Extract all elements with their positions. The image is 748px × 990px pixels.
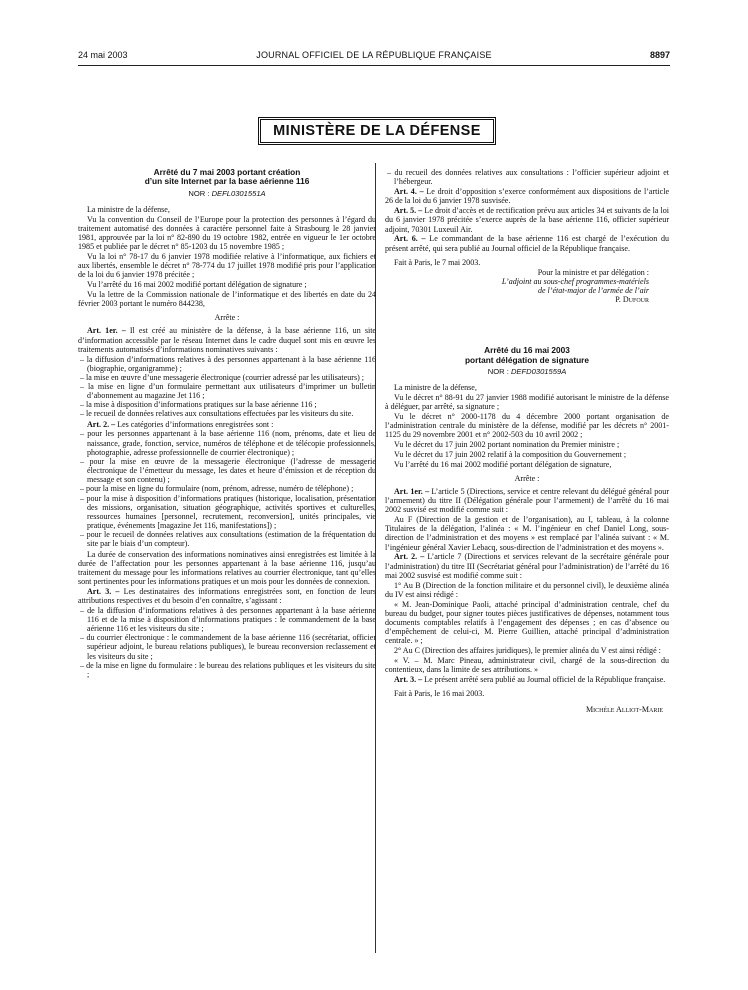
arrete1-art2: Art. 2. – Les catégories d’informations enregistrées sont : <box>87 419 274 429</box>
arrete1-art5: Art. 5. – Le droit d’accès et de rectification prévu aux articles 34 et suivants de la loi du 6 janvier 1978 précitée s’exerce auprès de la base aérienne 116, officier supérieur adjoint, 70301 Luxeuil Air. <box>385 206 670 234</box>
right-column <box>385 168 669 715</box>
arrete1-art3-list-cont <box>385 168 669 186</box>
list-item: – la mise en ligne d’un formulaire permettant aux utilisateurs d’imprimer un bulletin d’abonnement au magazine Jet 116 ; <box>78 382 376 400</box>
arrete2-intro-2: Vu le décret n° 2000-1178 du 4 décembre 2000 portant organisation de l’administration centrale du ministère de la défense, modifié par les décrets n° 2001-1125 du 29 novembre 2001 et n° 2002-503 du 10 avril 2002 ; <box>385 411 669 440</box>
list-item: – la mise à disposition d’informations pratiques sur la base aérienne 116 ; <box>78 400 376 409</box>
arrete1-art4: Art. 4. – Le droit d’opposition s’exerce conformément aux dispositions de l’article 26 de la loi du 6 janvier 1978 susvisée. <box>385 187 670 206</box>
arrete1-art3: Art. 3. – Les destinataires des informations enregistrées sont, en fonction de leurs attributions respectives et du besoin d’en connaître, s’agissant : <box>78 586 377 605</box>
list-item: – pour la mise en ligne du formulaire (nom, prénom, adresse, numéro de téléphone) ; <box>78 484 376 493</box>
list-item: – pour les personnes appartenant à la base aérienne 116 (nom, prénoms, date et lieu de naissance, grade, fonction, service, numéros de téléphone et de télécopie professionnels, photographie, adresse professionnelle de courrier électronique) ; <box>78 429 376 456</box>
list-item: – la diffusion d’informations relatives à des personnes appartenant à la base aérienne 116 (biographie, organigramme) ; <box>78 355 376 373</box>
arrete1-art1: Art. 1er. – Il est créé au ministère de la défense, à la base aérienne 116, un site d’information accessible par le réseau Internet dans le cadre duquel sont mis en œuvre les traitements automatisés d’informations nominatives suivants : <box>78 326 377 354</box>
arrete1-intro-4: Vu la lettre de la Commission nationale de l’informatique et des libertés en date du 24 février 2003 portant le numéro 844238, <box>78 289 376 309</box>
arrete2-art2-p4: 2° Au C (Direction des affaires juridiques), le premier alinéa du V est ainsi rédigé : <box>394 646 661 656</box>
arrete1-intro-3: Vu l’arrêté du 16 mai 2002 modifié portant délégation de signature ; <box>87 280 307 290</box>
arrete2-title: Arrêté du 16 mai 2003 portant délégation de signature <box>464 345 589 365</box>
arrete1-art2-list <box>78 429 376 548</box>
arrete2-fait: Fait à Paris, le 16 mai 2003. <box>394 689 485 699</box>
arrete1-signature: Pour la ministre et par délégation : L’adjoint au sous-chef programmes-matériels de l’état-major de l’armée de l’air P. Dufour <box>501 267 649 305</box>
arrete1-arrete-word: Arrête : <box>214 313 240 323</box>
arrete2-intro-1: Vu le décret n° 88-91 du 27 janvier 1988 modifié autorisant le ministre de la défense à déléguer, par arrêté, sa signature ; <box>385 392 669 411</box>
list-item: – pour la mise à disposition d’informations pratiques (historique, localisation, présentation des missions, organisation, situation géographique, activités sportives et culturelles, ressources humaines [personnel, recrutement, reconversion], unités principales, vie pratique, événements [magazine Jet 116, manifestations]) ; <box>78 494 376 531</box>
arrete2-art1-p2: Au F (Direction de la gestion et de l’organisation), au I, tableau, à la colonne Titulaires de la délégation, l’alinéa : « M. l’ingénieur en chef Daniel Long, sous-direction de l’administration et des moyens » est remplacé par l’alinéa suivant : « M. l’ingénieur général Xavier Lebacq, sous-direction de l’administration et des moyens ». <box>385 515 669 552</box>
arrete1-fait: Fait à Paris, le 7 mai 2003. <box>394 257 481 267</box>
arrete2-arrete-word: Arrête : <box>514 473 540 483</box>
arrete1-art1-list <box>78 355 376 419</box>
arrete2-art2-p3: « M. Jean-Dominique Paoli, attaché principal d’administration centrale, chef du bureau du budget, pour signer toutes pièces justificatives de dépenses, notamment tous documents comptables relatifs à l’engagement des dépenses ; en cas d’absence ou d’empêchement de celui-ci, M. Pierre Guillien, attaché principal d’administration centrale. » ; <box>385 599 669 646</box>
header-divider <box>78 65 670 66</box>
arrete1-intro-0: La ministre de la défense, <box>87 204 170 214</box>
arrete1-title: Arrêté du 7 mai 2003 portant création d’un site Internet par la base aérienne 116 <box>144 167 310 187</box>
list-item: – de la mise en ligne du formulaire : le bureau des relations publiques et les visiteurs du site ; <box>78 661 376 679</box>
arrete2-intro-5: Vu l’arrêté du 16 mai 2002 modifié portant délégation de signature, <box>394 459 612 469</box>
arrete2-art2: Art. 2. – L’article 7 (Directions et services relevant de la secrétaire générale pour l’administration) du titre III (Secrétariat général pour l’administration) de l’arrêté du 16 mai 2002 susvisé est modifié comme suit : <box>385 552 670 580</box>
list-item: – le recueil de données relatives aux consultations effectuées par les visiteurs du site. <box>78 409 376 418</box>
arrete2-signature: Michèle Alliot-Marie <box>585 705 663 715</box>
arrete2-intro-4: Vu le décret du 17 juin 2002 relatif à la composition du Gouvernement ; <box>394 449 627 459</box>
arrete1-intro-1: Vu la convention du Conseil de l’Europe pour la protection des personnes à l’égard du traitement automatisé des données à caractère personnel faite à Strasbourg le 28 janvier 1981, approuvée par la loi n° 82-890 du 19 octobre 1982, entrée en vigueur le 1er octobre 1985 et publiée par le décret n° 85-1203 du 15 novembre 1985 ; <box>78 214 376 252</box>
page-number: 8897 <box>649 50 670 60</box>
arrete2-intro-0: La ministre de la défense, <box>394 383 477 392</box>
arrete2-intro-3: Vu le décret du 17 juin 2002 portant nomination du Premier ministre ; <box>394 440 620 449</box>
arrete1-nor: NOR : DEFL0301551A <box>188 188 266 198</box>
arrete2-art3: Art. 3. – Le présent arrêté sera publié au Journal officiel de la République française. <box>394 674 666 684</box>
arrete2-nor: NOR : DEFD0301559A <box>487 366 567 376</box>
page-header <box>78 51 670 63</box>
list-item: – de la diffusion d’informations relatives à des personnes appartenant à la base aérienne 116 et de la mise à disposition d’informations pratiques : le commandement de la base aérienne 116 et les visiteurs du site ; <box>78 606 376 633</box>
left-column <box>78 168 376 680</box>
ministry-heading: MINISTÈRE DE LA DÉFENSE <box>258 117 496 145</box>
list-item: – du recueil des données relatives aux consultations : l’officier supérieur adjoint et l’hébergeur. <box>385 168 669 186</box>
header-date: 24 mai 2003 <box>78 50 128 60</box>
arrete2-art2-p2: 1° Au B (Direction de la fonction militaire et du personnel civil), le deuxième alinéa du IV est ainsi rédigé : <box>385 580 669 599</box>
arrete2-art2-p5: « V. – M. Marc Pineau, administrateur civil, chargé de la sous-direction du contentieux, dans la limite de ses attributions. » <box>385 655 669 675</box>
arrete1-art6: Art. 6. – Le commandant de la base aérienne 116 est chargé de l’exécution du présent arrêté, qui sera publié au Journal officiel de la République française. <box>385 234 669 253</box>
journal-title: JOURNAL OFFICIEL DE LA RÉPUBLIQUE FRANÇAISE <box>256 50 492 60</box>
list-item: – pour la mise en œuvre de la messagerie électronique (l’adresse de messagerie électronique de l’émetteur du message, les dates et heure d’émission et de réception du message et son contenu) ; <box>78 457 376 484</box>
arrete1-art3-list <box>78 606 376 679</box>
arrete1-art2-after: La durée de conservation des informations nominatives ainsi enregistrées est limitée à la durée de l’affectation pour les personnes appartenant à la base aérienne 116, jusqu’au traitement du message pour les informations relatives au courrier électronique, tant qu’elles sont pertinentes pour les informations pratiques et un mois pour les données de connexion. <box>78 549 376 586</box>
list-item: – du courrier électronique : le commandement de la base aérienne 116 (secrétariat, officier supérieur adjoint, le bureau relations publiques), le bureau reconversion reclassement et les visiteurs du site ; <box>78 633 376 660</box>
arrete1-intro-2: Vu la loi n° 78-17 du 6 janvier 1978 modifiée relative à l’informatique, aux fichiers et aux libertés, ensemble le décret n° 78-774 du 17 juillet 1978 modifié pris pour l’application de la loi du 6 janvier 1978 précitée ; <box>78 251 376 280</box>
list-item: – pour le recueil de données relatives aux consultations (estimation de la fréquentation du site par le biais d’un compteur). <box>78 530 376 548</box>
list-item: – la mise en œuvre d’une messagerie électronique (courrier adressé par les utilisateurs) ; <box>78 373 376 382</box>
arrete2-art1: Art. 1er. – L’article 5 (Directions, service et centre relevant du délégué général pour l’armement) du titre II (Délégation générale pour l’armement) de l’arrêté du 16 mai 2002 susvisé est modifié comme suit : <box>385 487 669 515</box>
